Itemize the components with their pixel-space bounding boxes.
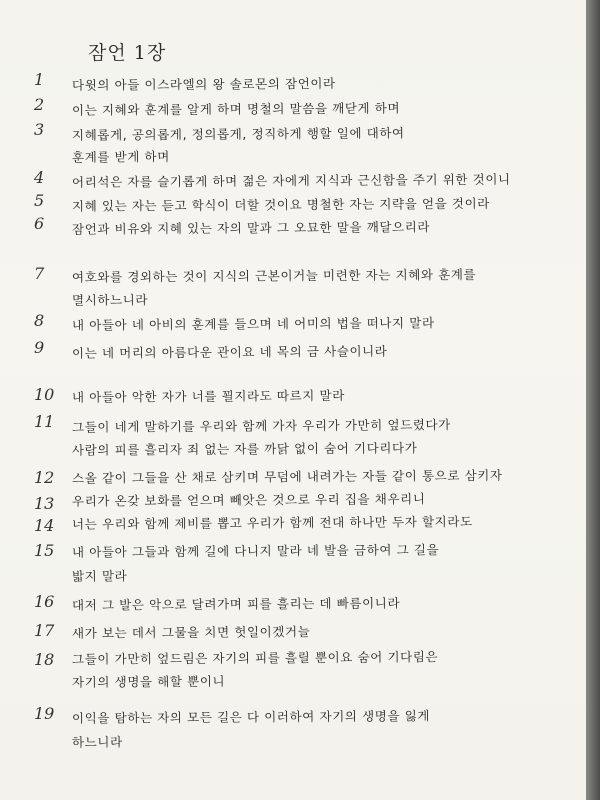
verse-number: 18 bbox=[34, 650, 55, 669]
verse-number: 6 bbox=[34, 214, 45, 233]
verse-text: 다윗의 아들 이스라엘의 왕 솔로몬의 잠언이라 bbox=[71, 75, 336, 93]
verse-text: 이는 지혜와 훈계를 알게 하며 명철의 말씀을 깨닫게 하며 bbox=[71, 100, 401, 118]
verse-number: 8 bbox=[34, 311, 45, 330]
verse-text: 우리가 온갖 보화를 얻으며 빼앗은 것으로 우리 집을 채우리니 bbox=[71, 491, 426, 509]
verse-text: 여호와를 경외하는 것이 지식의 근본이거늘 미련한 자는 지혜와 훈계를 bbox=[71, 266, 477, 285]
verse-number: 17 bbox=[34, 621, 55, 640]
verse-number: 9 bbox=[34, 338, 45, 357]
verse-text: 이는 네 머리의 아름다운 관이요 네 목의 금 사슬이니라 bbox=[71, 343, 388, 361]
verse-text: 자기의 생명을 해할 뿐이니 bbox=[71, 673, 226, 690]
verse-number: 15 bbox=[34, 541, 55, 560]
verse-text: 멸시하느니라 bbox=[71, 292, 149, 308]
desk-background-edge bbox=[586, 0, 600, 800]
verse-text: 너는 우리와 함께 제비를 뽑고 우리가 함께 전대 하나만 두자 할지라도 bbox=[71, 513, 473, 532]
verse-number: 4 bbox=[34, 168, 45, 187]
verse-text: 그들이 네게 말하기를 우리와 함께 가자 우리가 가만히 엎드렸다가 bbox=[71, 417, 451, 435]
verse-text: 지혜 있는 자는 듣고 학식이 더할 것이요 명철한 자는 지략을 얻을 것이라 bbox=[71, 195, 490, 214]
page-title: 잠언 1장 bbox=[88, 42, 167, 64]
verse-text: 내 아들아 악한 자가 너를 꾈지라도 따르지 말라 bbox=[71, 387, 345, 405]
verse-text: 내 아들아 그들과 함께 길에 다니지 말라 네 발을 금하여 그 길을 bbox=[71, 542, 440, 560]
verse-number: 19 bbox=[34, 704, 55, 723]
verse-text: 내 아들아 네 아비의 훈계를 들으며 네 어미의 법을 떠나지 말라 bbox=[71, 315, 435, 333]
verse-number: 5 bbox=[34, 191, 45, 210]
verse-number: 2 bbox=[34, 95, 45, 114]
verse-text: 잠언과 비유와 지혜 있는 자의 말과 그 오묘한 말을 깨달으리라 bbox=[71, 219, 431, 237]
verse-text: 밟지 말라 bbox=[71, 568, 128, 584]
verse-text: 그들이 가만히 엎드림은 자기의 피를 흘릴 뿐이요 숨어 기다림은 bbox=[71, 649, 439, 667]
verse-text: 사람의 피를 흘리자 죄 없는 자를 까닭 없이 숨어 기다리다가 bbox=[71, 440, 418, 458]
verse-number: 12 bbox=[34, 468, 55, 487]
verse-text: 지혜롭게, 공의롭게, 정의롭게, 정직하게 행할 일에 대하여 bbox=[71, 125, 405, 143]
verse-number: 7 bbox=[34, 264, 45, 283]
verse-text: 어리석은 자를 슬기롭게 하며 젊은 자에게 지식과 근신함을 주기 위한 것이니 bbox=[71, 171, 511, 190]
verse-number: 14 bbox=[34, 516, 55, 535]
verse-text: 이익을 탐하는 자의 모든 길은 다 이러하여 자기의 생명을 잃게 bbox=[71, 708, 431, 726]
verse-text: 훈계를 받게 하며 bbox=[71, 149, 170, 165]
verse-text: 대저 그 발은 악으로 달려가며 피를 흘리는 데 빠름이니라 bbox=[71, 595, 401, 613]
verse-number: 10 bbox=[34, 385, 55, 404]
verse-text: 하느니라 bbox=[71, 734, 123, 750]
verse-number: 13 bbox=[34, 494, 55, 513]
verse-text: 스올 같이 그들을 산 채로 삼키며 무덤에 내려가는 자들 같이 통으로 삼키자 bbox=[71, 467, 503, 486]
verse-number: 1 bbox=[34, 70, 45, 89]
verse-number: 16 bbox=[34, 592, 55, 611]
verse-number: 11 bbox=[34, 412, 55, 431]
verse-number: 3 bbox=[34, 120, 45, 139]
verse-text: 새가 보는 데서 그물을 치면 헛일이겠거늘 bbox=[71, 624, 311, 641]
